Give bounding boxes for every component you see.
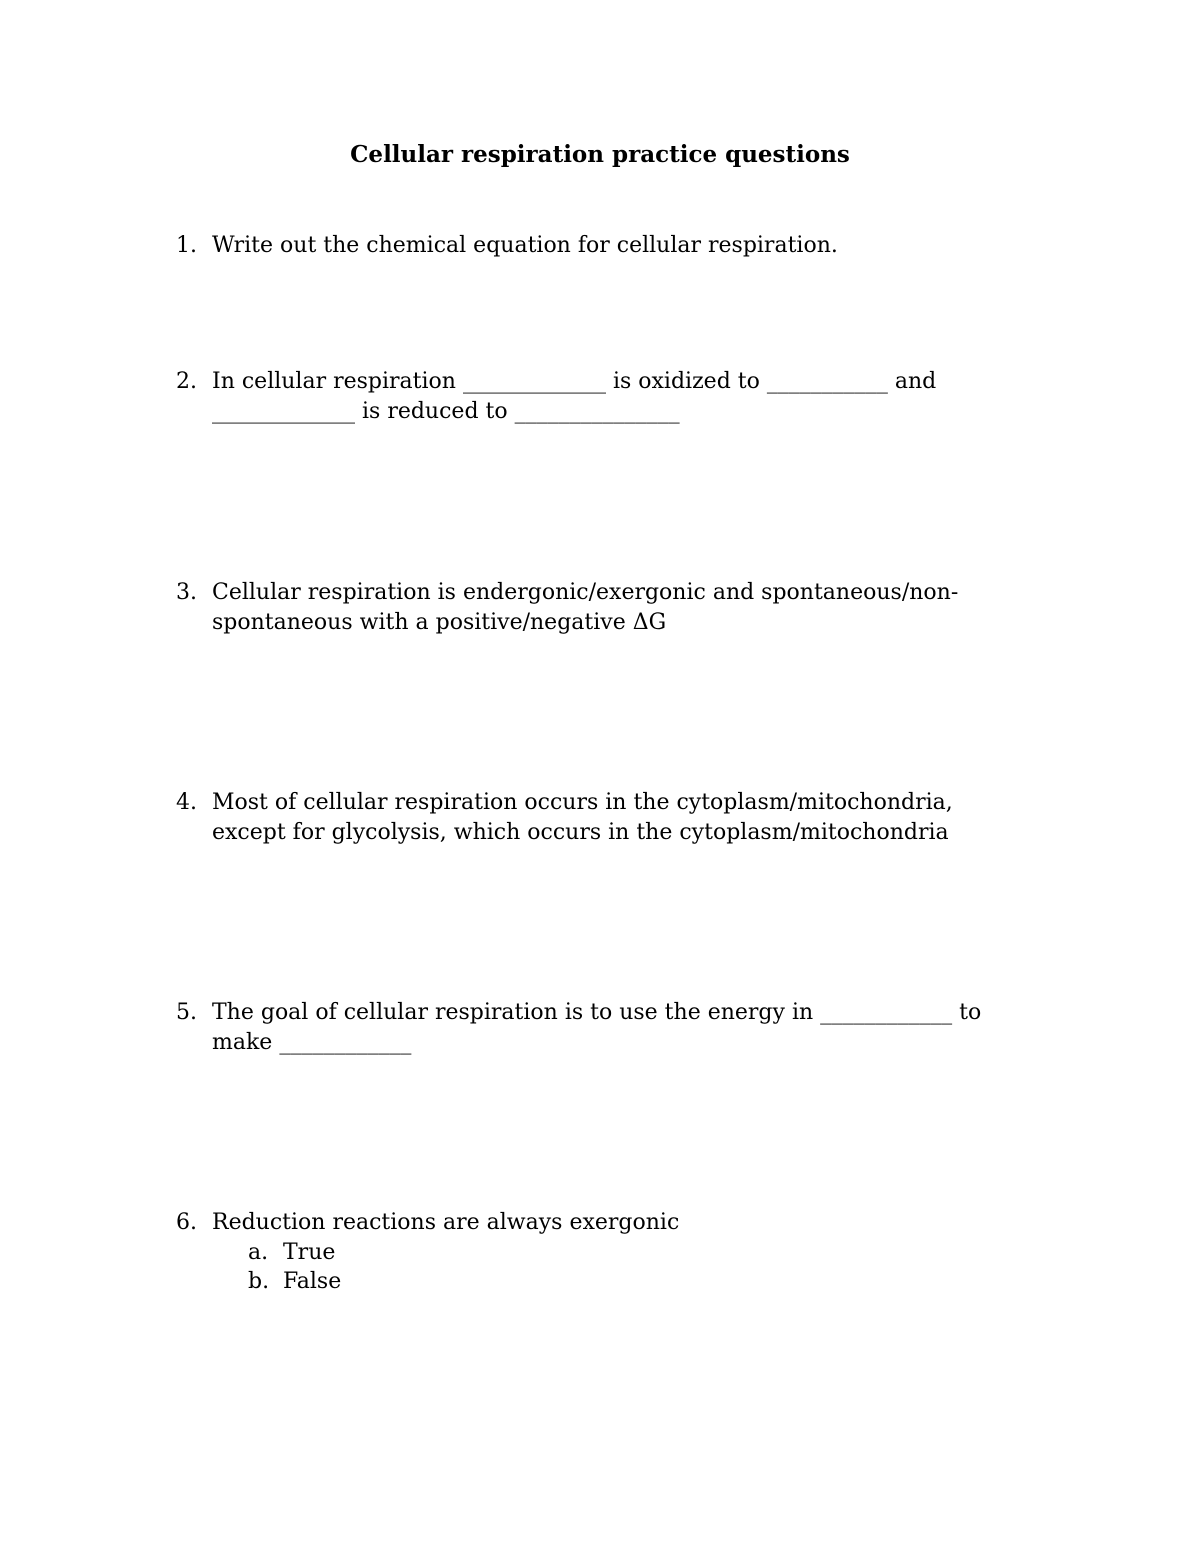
- question-4: [176, 788, 1056, 847]
- question-text-line-1: Most of cellular respiration occurs in the cytoplasm/mitochondria,: [212, 790, 953, 815]
- question-number: 5.: [176, 1000, 197, 1025]
- question-text: Reduction reactions are always exergonic: [212, 1210, 680, 1235]
- question-number: 3.: [176, 580, 197, 605]
- question-number: 4.: [176, 790, 197, 815]
- question-text: Write out the chemical equation for cellular respiration.: [212, 233, 838, 258]
- option-letter: b.: [248, 1269, 270, 1294]
- question-text-line-2: spontaneous with a positive/negative ΔG: [212, 609, 667, 635]
- question-5: [176, 998, 1056, 1057]
- option-text: True: [283, 1239, 336, 1265]
- question-text-line-1: Cellular respiration is endergonic/exergonic and spontaneous/non-: [212, 580, 959, 605]
- page-title: Cellular respiration practice questions: [350, 141, 850, 168]
- option-letter: a.: [248, 1239, 269, 1265]
- option-text: False: [283, 1269, 342, 1294]
- question-6: [176, 1208, 1056, 1297]
- question-number: 6.: [176, 1210, 197, 1235]
- question-text-line-1: In cellular respiration _____________ is oxidized to ___________ and: [212, 369, 937, 394]
- answer-option-a: [248, 1238, 1056, 1268]
- answer-option-b: [248, 1267, 1056, 1297]
- question-2: [176, 367, 1056, 426]
- question-number: 1.: [176, 233, 197, 258]
- question-text-line-2: except for glycolysis, which occurs in the cytoplasm/mitochondria: [212, 819, 949, 845]
- question-text-line-1: The goal of cellular respiration is to use the energy in ____________ to: [212, 1000, 982, 1025]
- question-text-line-2: make ____________: [212, 1029, 412, 1055]
- question-3: [176, 578, 1056, 637]
- question-text-line-2: _____________ is reduced to _______________: [212, 398, 680, 424]
- question-number: 2.: [176, 369, 197, 394]
- question-1: [176, 231, 1056, 261]
